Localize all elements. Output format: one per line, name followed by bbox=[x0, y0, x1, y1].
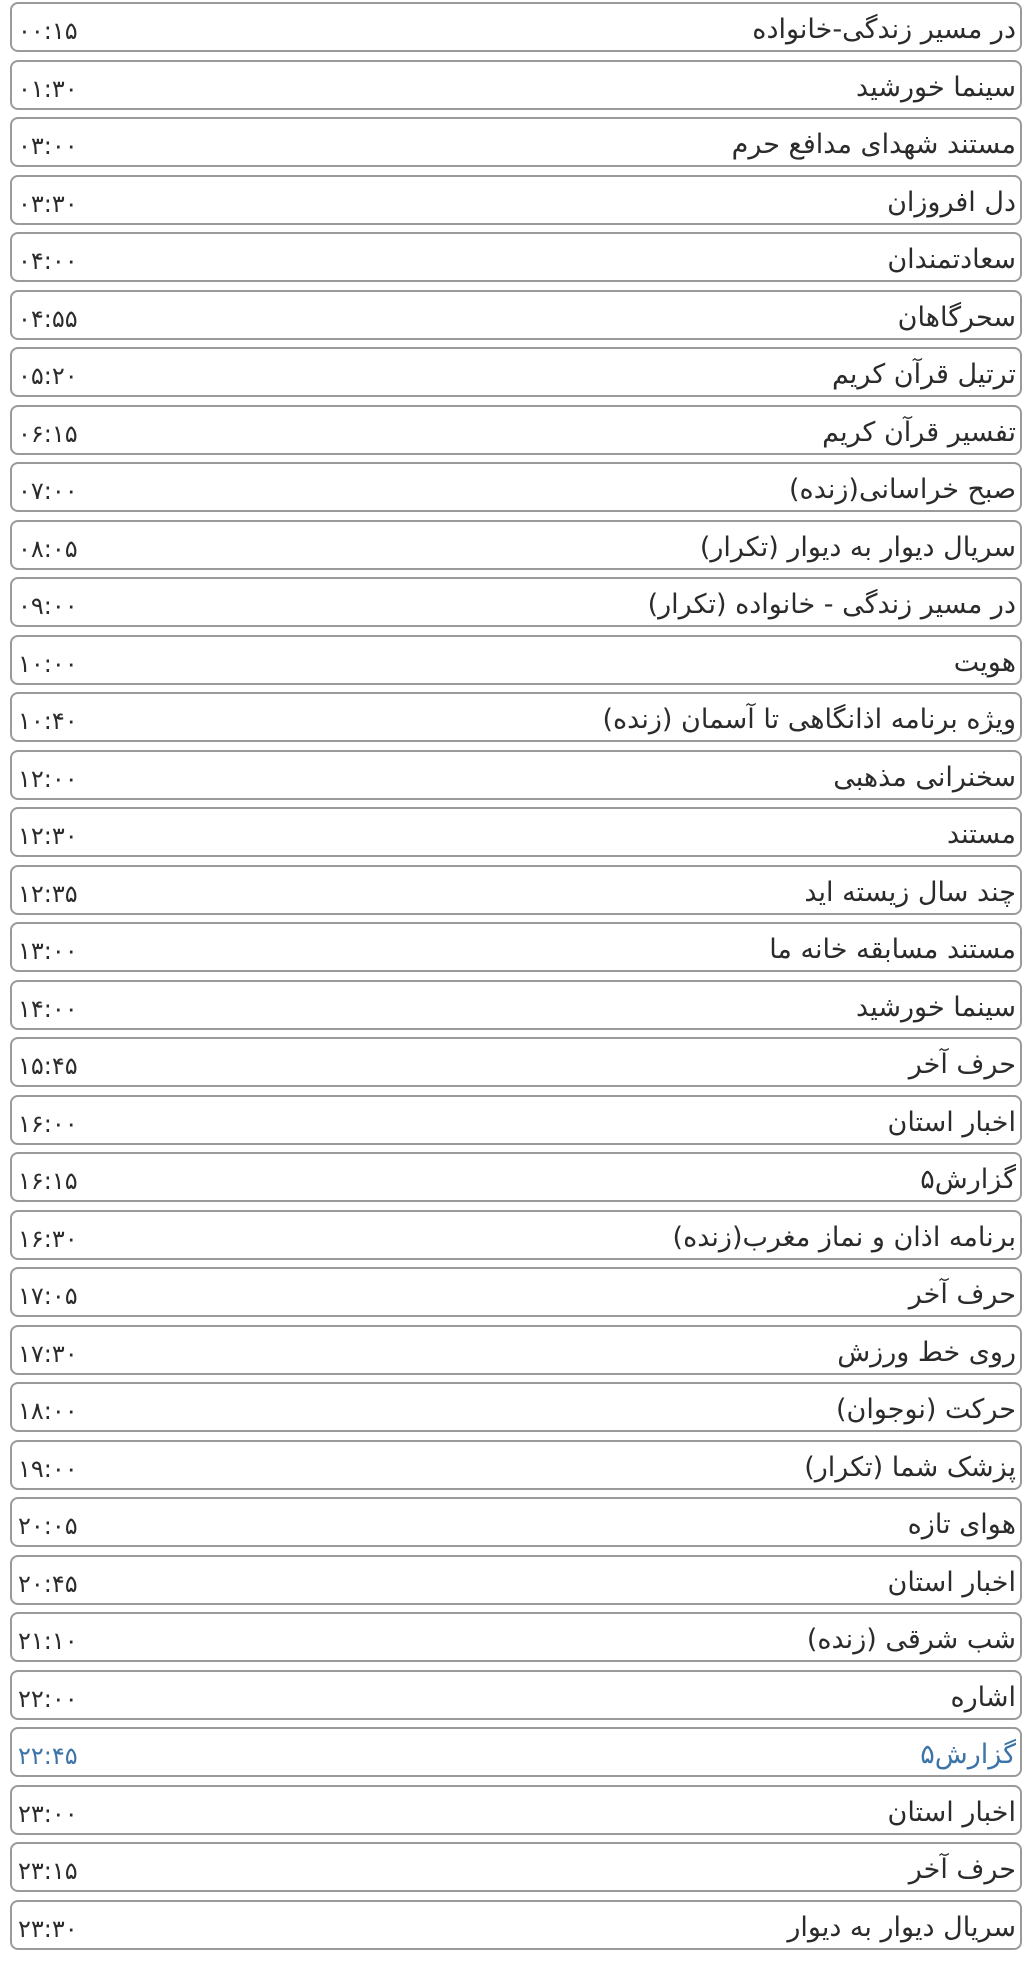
schedule-row[interactable] bbox=[10, 750, 1022, 800]
program-time: ۱۴:۰۰ bbox=[18, 994, 78, 1023]
program-time: ۲۰:۴۵ bbox=[18, 1569, 78, 1598]
program-title: تفسیر قرآن کریم bbox=[822, 416, 1016, 448]
program-time: ۱۷:۰۵ bbox=[18, 1282, 78, 1310]
program-title: اشاره bbox=[950, 1681, 1016, 1713]
program-time: ۰۳:۰۰ bbox=[18, 132, 78, 160]
program-time: ۰۱:۳۰ bbox=[18, 74, 78, 103]
program-time: ۰۸:۰۵ bbox=[18, 534, 78, 563]
program-time: ۲۳:۰۰ bbox=[18, 1799, 78, 1828]
program-time: ۱۵:۴۵ bbox=[18, 1052, 78, 1080]
program-time: ۰۷:۰۰ bbox=[18, 477, 78, 505]
schedule-row[interactable] bbox=[10, 175, 1022, 225]
program-title: ویژه برنامه اذانگاهی تا آسمان (زنده) bbox=[602, 704, 1016, 735]
program-title: حرف آخر bbox=[908, 1049, 1016, 1080]
program-title: سخنرانی مذهبی bbox=[833, 761, 1016, 793]
program-title: حرکت (نوجوان) bbox=[835, 1394, 1016, 1425]
program-title: اخبار استان bbox=[887, 1796, 1016, 1828]
schedule-row[interactable] bbox=[10, 1382, 1022, 1432]
schedule-row[interactable] bbox=[10, 980, 1022, 1030]
program-title: چند سال زیسته اید bbox=[804, 876, 1016, 908]
schedule-row[interactable] bbox=[10, 462, 1022, 512]
program-time: ۲۲:۰۰ bbox=[18, 1684, 78, 1713]
program-title: برنامه اذان و نماز مغرب(زنده) bbox=[672, 1221, 1016, 1253]
program-time: ۱۲:۳۵ bbox=[18, 879, 78, 908]
program-title: در مسیر زندگی - خانواده (تکرار) bbox=[647, 589, 1016, 620]
program-title: سعادتمندان bbox=[887, 244, 1016, 275]
program-time: ۰۳:۳۰ bbox=[18, 189, 78, 218]
schedule-row[interactable] bbox=[10, 635, 1022, 685]
schedule-row[interactable] bbox=[10, 1555, 1022, 1605]
program-title: گزارش۵ bbox=[920, 1739, 1016, 1770]
schedule-row[interactable] bbox=[10, 1670, 1022, 1720]
schedule-row[interactable] bbox=[10, 1900, 1022, 1950]
program-time: ۱۲:۳۰ bbox=[18, 822, 78, 850]
schedule-row[interactable] bbox=[10, 1037, 1022, 1087]
program-time: ۰۰:۱۵ bbox=[18, 17, 78, 45]
program-time: ۲۲:۴۵ bbox=[18, 1742, 78, 1770]
program-time: ۱۳:۰۰ bbox=[18, 937, 78, 965]
program-title: اخبار استان bbox=[887, 1106, 1016, 1138]
program-schedule-list bbox=[10, 2, 1022, 1957]
schedule-row[interactable] bbox=[10, 1440, 1022, 1490]
program-time: ۲۰:۰۵ bbox=[18, 1512, 78, 1540]
schedule-row[interactable] bbox=[10, 347, 1022, 397]
schedule-row[interactable] bbox=[10, 290, 1022, 340]
schedule-row[interactable] bbox=[10, 2, 1022, 52]
program-title: سینما خورشید bbox=[856, 991, 1016, 1023]
schedule-row[interactable] bbox=[10, 1152, 1022, 1202]
program-time: ۱۹:۰۰ bbox=[18, 1454, 78, 1483]
program-title: ترتیل قرآن کریم bbox=[831, 359, 1016, 390]
program-time: ۰۶:۱۵ bbox=[18, 419, 78, 448]
program-title: سحرگاهان bbox=[897, 301, 1016, 333]
program-title: هوای تازه bbox=[907, 1509, 1016, 1540]
schedule-row[interactable] bbox=[10, 1325, 1022, 1375]
schedule-row[interactable] bbox=[10, 520, 1022, 570]
program-time: ۰۹:۰۰ bbox=[18, 592, 78, 620]
program-time: ۲۱:۱۰ bbox=[18, 1627, 78, 1655]
program-time: ۲۳:۱۵ bbox=[18, 1857, 78, 1885]
program-time: ۱۰:۰۰ bbox=[18, 649, 78, 678]
program-time: ۱۲:۰۰ bbox=[18, 764, 78, 793]
program-title: صبح خراسانی(زنده) bbox=[789, 474, 1016, 505]
program-time: ۱۷:۳۰ bbox=[18, 1339, 78, 1368]
program-title: روی خط ورزش bbox=[837, 1336, 1016, 1368]
program-time: ۱۰:۴۰ bbox=[18, 707, 78, 735]
schedule-row[interactable] bbox=[10, 1210, 1022, 1260]
schedule-row[interactable] bbox=[10, 807, 1022, 857]
program-time: ۰۵:۲۰ bbox=[18, 362, 78, 390]
schedule-row[interactable] bbox=[10, 692, 1022, 742]
schedule-row[interactable] bbox=[10, 1267, 1022, 1317]
program-time: ۱۶:۳۰ bbox=[18, 1224, 78, 1253]
schedule-row[interactable] bbox=[10, 1612, 1022, 1662]
schedule-row[interactable] bbox=[10, 1095, 1022, 1145]
program-title: دل افروزان bbox=[887, 186, 1016, 218]
program-title: سینما خورشید bbox=[856, 71, 1016, 103]
schedule-row[interactable] bbox=[10, 865, 1022, 915]
schedule-row[interactable] bbox=[10, 1497, 1022, 1547]
program-title: پزشک شما (تکرار) bbox=[804, 1451, 1016, 1483]
schedule-row[interactable] bbox=[10, 1842, 1022, 1892]
schedule-row[interactable] bbox=[10, 117, 1022, 167]
program-title: سریال دیوار به دیوار bbox=[787, 1911, 1016, 1943]
schedule-row[interactable] bbox=[10, 1785, 1022, 1835]
program-title: هویت bbox=[953, 646, 1016, 678]
program-title: در مسیر زندگی-خانواده bbox=[752, 14, 1016, 45]
program-time: ۰۴:۰۰ bbox=[18, 247, 78, 275]
program-time: ۱۸:۰۰ bbox=[18, 1397, 78, 1425]
program-time: ۱۶:۱۵ bbox=[18, 1167, 78, 1195]
program-time: ۰۴:۵۵ bbox=[18, 304, 78, 333]
schedule-row[interactable] bbox=[10, 922, 1022, 972]
program-title: شب شرقی (زنده) bbox=[806, 1624, 1016, 1655]
program-title: مستند bbox=[946, 819, 1016, 850]
schedule-row-current[interactable] bbox=[10, 1727, 1022, 1777]
schedule-row[interactable] bbox=[10, 60, 1022, 110]
program-title: گزارش۵ bbox=[920, 1164, 1016, 1195]
program-title: مستند شهدای مدافع حرم bbox=[731, 129, 1016, 160]
program-title: حرف آخر bbox=[908, 1854, 1016, 1885]
schedule-row[interactable] bbox=[10, 405, 1022, 455]
program-title: سریال دیوار به دیوار (تکرار) bbox=[699, 531, 1016, 563]
program-time: ۱۶:۰۰ bbox=[18, 1109, 78, 1138]
program-time: ۲۳:۳۰ bbox=[18, 1914, 78, 1943]
program-title: مستند مسابقه خانه ما bbox=[769, 934, 1016, 965]
schedule-row[interactable] bbox=[10, 577, 1022, 627]
program-title: اخبار استان bbox=[887, 1566, 1016, 1598]
program-title: حرف آخر bbox=[908, 1279, 1016, 1310]
schedule-row[interactable] bbox=[10, 232, 1022, 282]
